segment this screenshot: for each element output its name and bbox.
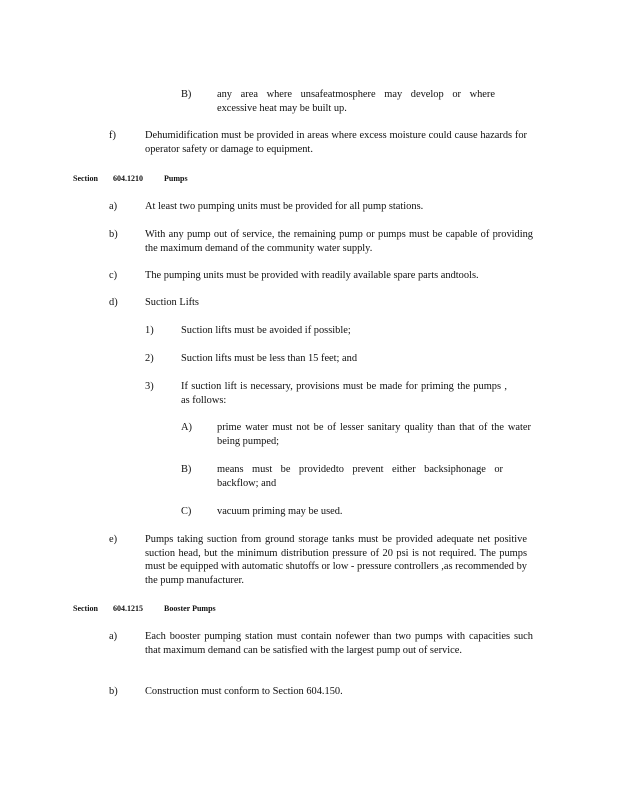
list-text: Pumps taking suction from ground storage tanks must be provided adequate net positive suction head, but the minimum distribution pressure of 20 psi is not required. The pumps must be equipped with automatic shutoffs or low - pressure controllers ,as recommended by the pump manufacturer. [145,534,527,586]
list-marker: 2) [145,353,154,364]
list-marker: c) [109,270,118,281]
list-marker: b) [109,229,118,240]
list-text: If suction lift is necessary, provisions must be made for priming the pumps , as follows: [181,381,507,406]
section-label: Section [73,604,98,613]
list-text: With any pump out of service, the remaining pump or pumps must be capable of providing the maximum demand of the community water supply. [145,229,533,254]
section-number: 604.1215 [113,604,143,613]
list-marker: 3) [145,381,154,392]
list-marker: B) [181,89,192,100]
list-marker: a) [109,201,118,212]
list-text: At least two pumping units must be provided for all pump stations. [145,201,424,212]
list-text: The pumping units must be provided with readily available spare parts andtools. [145,270,479,281]
list-marker: A) [181,422,192,433]
list-text: prime water must not be of lesser sanitary quality than that of the water being pumped; [217,422,531,447]
list-text: Suction lifts must be avoided if possible; [181,325,351,336]
section-label: Section [73,174,98,183]
list-text: any area where unsafeatmosphere may develop or where excessive heat may be built up. [217,89,495,114]
section-title: Booster Pumps [164,604,216,613]
section-number: 604.1210 [113,174,143,183]
list-text: Dehumidification must be provided in areas where excess moisture could cause hazards for operator safety or damage to equipment. [145,130,527,155]
list-text: Each booster pumping station must contain nofewer than two pumps with capacities such that maximum demand can be satisfied with the largest pump out of service. [145,631,533,656]
list-text: vacuum priming may be used. [217,506,343,517]
list-text: Suction Lifts [145,297,199,308]
list-text: Construction must conform to Section 604.150. [145,686,343,697]
list-marker: B) [181,464,192,475]
list-marker: d) [109,297,118,308]
list-marker: 1) [145,325,154,336]
list-marker: C) [181,506,192,517]
list-marker: a) [109,631,118,642]
list-marker: f) [109,130,116,141]
list-text: means must be providedto prevent either backsiphonage or backflow; and [217,464,503,489]
list-marker: b) [109,686,118,697]
list-marker: e) [109,534,118,545]
list-text: Suction lifts must be less than 15 feet; and [181,353,358,364]
section-title: Pumps [164,174,188,183]
